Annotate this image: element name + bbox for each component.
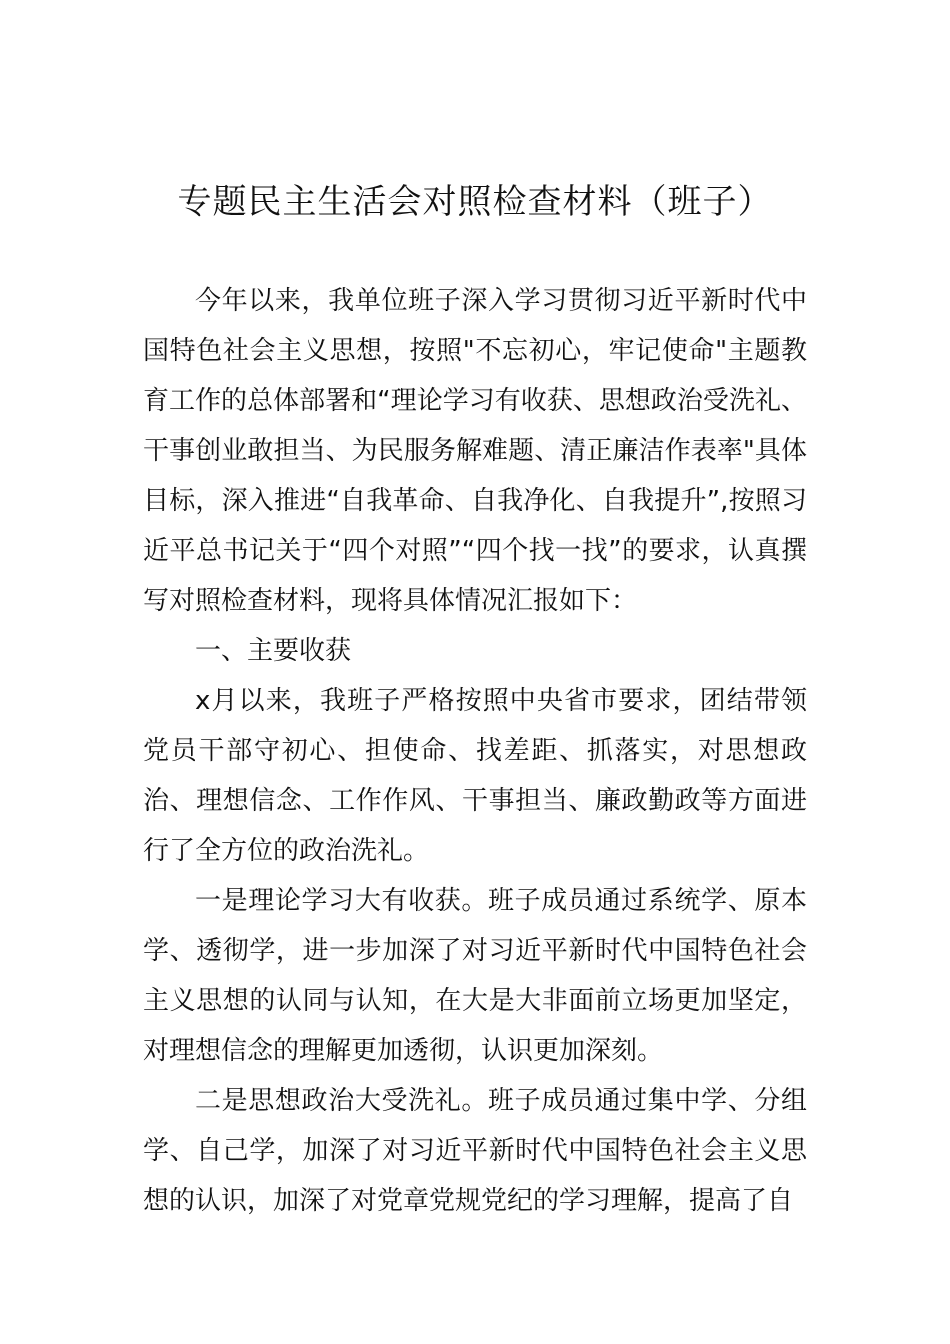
- document-body: [143, 276, 807, 1226]
- paragraph-intro: 今年以来，我单位班子深入学习贯彻习近平新时代中国特色社会主义思想，按照"不忘初心，牢记使命"主题教育工作的总体部署和“理论学习有收获、思想政治受洗礼、干事创业敢担当、为民服务解难题、清正廉洁作表率"具体目标，深入推进“自我革命、自我净化、自我提升”,按照习近平总书记关于“四个对照”“四个找一找”的要求，认真撰写对照检查材料，现将具体情况汇报如下：: [143, 286, 807, 616]
- document-title: 专题民主生活会对照检查材料（班子）: [177, 182, 773, 222]
- paragraph-theory-study: 一是理论学习大有收获。班子成员通过系统学、原本学、透彻学，进一步加深了对习近平新时代中国特色社会主义思想的认同与认知，在大是大非面前立场更加坚定，对理想信念的理解更加透彻，认识更加深刻。: [143, 886, 807, 1066]
- section-heading-main-gains: 一、主要收获: [195, 636, 352, 666]
- paragraph-overview: x月以来，我班子严格按照中央省市要求，团结带领党员干部守初心、担使命、找差距、抓落实，对思想政治、理想信念、工作作风、干事担当、廉政勤政等方面进行了全方位的政治洗礼。: [143, 686, 807, 866]
- paragraph-political-thought: 二是思想政治大受洗礼。班子成员通过集中学、分组学、自己学，加深了对习近平新时代中国特色社会主义思想的认识，加深了对党章党规党纪的学习理解，提高了自: [143, 1086, 807, 1216]
